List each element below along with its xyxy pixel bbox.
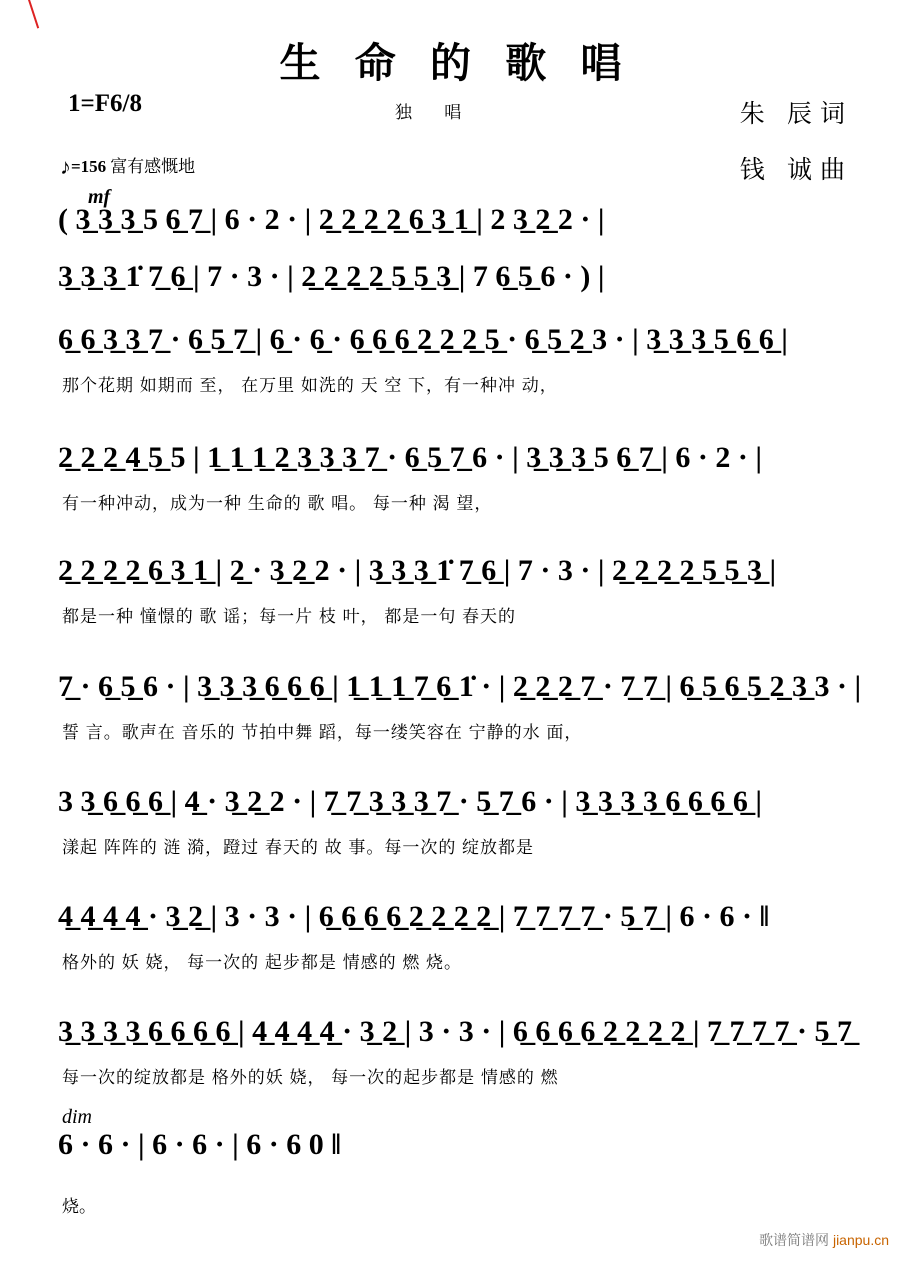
notation-line: 3̲ 3̲ 3̲ 1̇ 7̲ 6̲ | 7 · 3 · | 2̲ 2̲ 2̲ 2̲ 5̲ 5̲ 3̲ | 7 6̲ 5̲ 6 · ) |: [58, 260, 605, 293]
lyric-line: 有一种冲动，成为一种 生命的 歌 唱。 每一种 渴 望，: [62, 494, 493, 513]
tempo-marking: [60, 152, 195, 178]
notation-line: 6̲ 6̲ 3̲ 3̲ 7̲ · 6̲ 5̲ 7̲ | 6̲ · 6̲ · 6̲ 6̲ 6̲ 2̲ 2̲ 2̲ 5̲ · 6̲ 5̲ 2̲ 3 · | 3̲ 3̲ 3̲ 5̲ 6̲ 6̲ |: [58, 323, 788, 356]
music-system-1: [0, 205, 913, 235]
voicing-label: 独 唱: [395, 103, 476, 122]
notation-line: 3̲ 3̲ 3̲ 3̲ 6̲ 6̲ 6̲ 6̲ | 4̲ 4̲ 4̲ 4̲ · 3̲ 2̲ | 3 · 3 · | 6̲ 6̲ 6̲ 6̲ 2̲ 2̲ 2̲ 2̲ | 7̲ 7̲ 7̲ 7̲ · 5̲ 7̲: [58, 1015, 852, 1048]
music-system-3: [0, 325, 913, 396]
lyric-line: 誓 言。歌声在 音乐的 节拍中舞 蹈，每一缕笑容在 宁静的水 面，: [62, 723, 583, 742]
notation-line: 7̲ · 6̲ 5̲ 6 · | 3̲ 3̲ 3̲ 6̲ 6̲ 6̲ | 1̲ 1̲ 1̲ 7̲ 6̲ 1̇ · | 2̲ 2̲ 2̲ 7̲ · 7̲ 7̲ | 6̲ 5̲ 6̲ 5̲ 2̲ 3̲ 3 · |: [58, 670, 862, 703]
music-system-4: [0, 443, 913, 514]
notation-line: 6 · 6 · | 6 · 6 · | 6 · 6 0 ‖: [58, 1128, 341, 1161]
key-signature: 1=F6/8: [68, 90, 142, 117]
music-system-8: [0, 902, 913, 973]
composer-credit: 钱 诚曲: [739, 157, 853, 184]
lyric-line: 都是一种 憧憬的 歌 谣；每一片 枝 叶， 都是一句 春天的: [62, 607, 517, 626]
lyric-line: 格外的 妖 娆， 每一次的 起步都是 情感的 燃 烧。: [62, 953, 463, 972]
lyric-line: 每一次的绽放都是 格外的妖 娆， 每一次的起步都是 情感的 燃: [62, 1068, 559, 1087]
music-system-7: [0, 787, 913, 858]
notation-line: 2̲ 2̲ 2̲ 2̲ 6̲ 3̲ 1̲ | 2̲ · 3̲ 2̲ 2 · | 3̲ 3̲ 3̲ 1̇ 7̲ 6̲ | 7 · 3 · | 2̲ 2̲ 2̲ 2̲ 5̲ 5̲ 3̲ |: [58, 554, 777, 587]
notation-line: ( 3̲ 3̲ 3̲ 5 6̲ 7̲ | 6 · 2 · | 2̲ 2̲ 2̲ 2̲ 6̲ 3̲ 1̲ | 2 3̲ 2̲ 2 · |: [58, 203, 605, 236]
notation-line: 3 3̲ 6̲ 6̲ 6̲ | 4̲ · 3̲ 2̲ 2 · | 7̲ 7̲ 3̲ 3̲ 3̲ 7̲ · 5̲ 7̲ 6 · | 3̲ 3̲ 3̲ 3̲ 6̲ 6̲ 6̲ 6̲ |: [58, 785, 762, 818]
dynamic-mf: mf: [88, 186, 111, 208]
music-system-9: [0, 1017, 913, 1088]
page-title: 生 命 的 歌 唱: [279, 40, 634, 86]
watermark-domain: jianpu.cn: [832, 1232, 889, 1248]
music-system-6: [0, 672, 913, 743]
expression-marking: 富有感慨地: [110, 157, 196, 176]
red-corner-mark: [28, 0, 60, 29]
watermark-site-name: 歌谱简谱网: [759, 1232, 830, 1248]
tempo-value: =156: [71, 157, 107, 176]
music-system-10: [0, 1130, 913, 1160]
lyricist-credit: 朱 辰词: [739, 101, 853, 128]
lyric-line: 漾起 阵阵的 涟 漪，蹬过 春天的 故 事。每一次的 绽放都是: [62, 838, 535, 857]
notation-line: 4̲ 4̲ 4̲ 4̲ · 3̲ 2̲ | 3 · 3 · | 6̲ 6̲ 6̲ 6̲ 2̲ 2̲ 2̲ 2̲ | 7̲ 7̲ 7̲ 7̲ · 5̲ 7̲ | 6 · 6 · ‖: [58, 900, 770, 933]
lyric-line: 烧。: [62, 1197, 96, 1216]
music-system-2: [0, 262, 913, 292]
lyric-line: 那个花期 如期而 至， 在万里 如洗的 天 空 下，有一种冲 动，: [62, 376, 558, 395]
notation-line: 2̲ 2̲ 2̲ 4̲ 5̲ 5 | 1̲ 1̲ 1̲ 2̲ 3̲ 3̲ 3̲ 7̲ · 6̲ 5̲ 7̲ 6 · | 3̲ 3̲ 3̲ 5 6̲ 7̲ | 6 · 2 · |: [58, 441, 762, 474]
watermark: [759, 1230, 889, 1250]
quarter-note-icon: ♪: [60, 154, 71, 179]
dynamic-dim: dim: [62, 1106, 92, 1128]
music-system-5: [0, 556, 913, 627]
